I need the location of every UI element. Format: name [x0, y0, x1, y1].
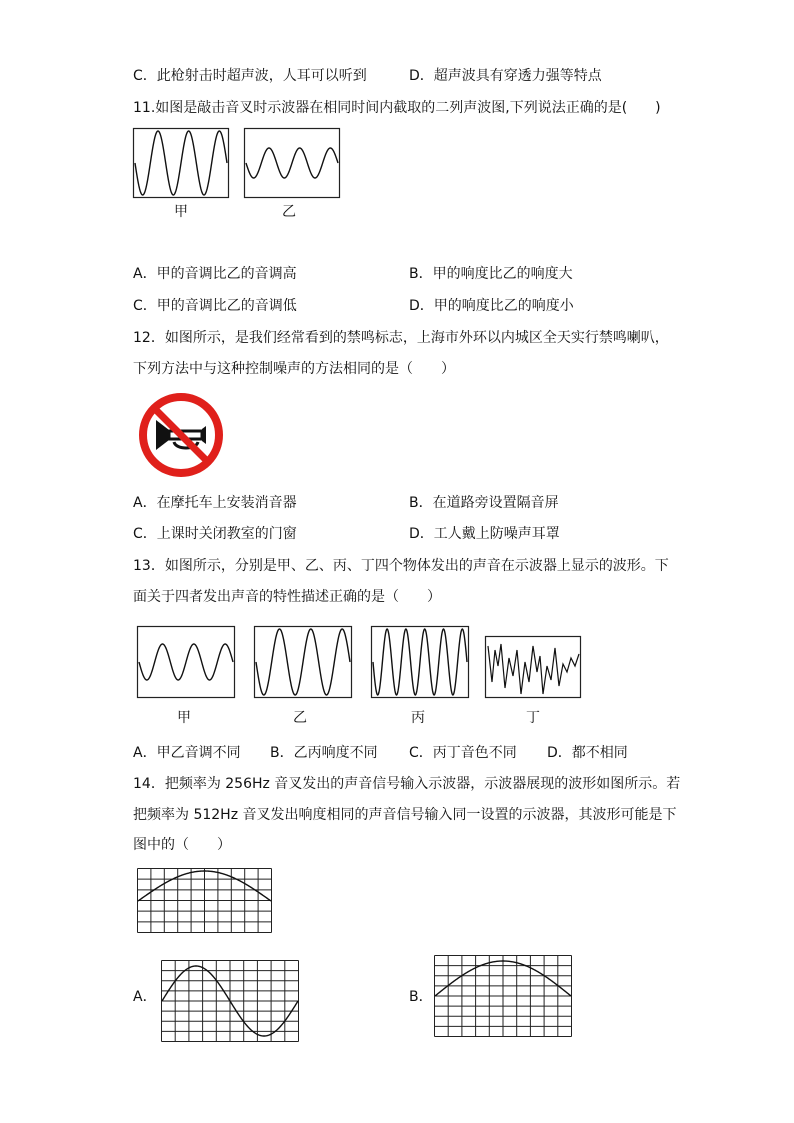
q14-option-b-waveform [434, 955, 572, 1037]
q14-option-a-waveform [161, 960, 299, 1042]
q11-option-c: C．甲的音调比乙的音调低 [133, 298, 297, 314]
q14-stem-line2: 把频率为 512Hz 音叉发出响度相同的声音信号输入同一设置的示波器，其波形可能是下 [133, 807, 677, 823]
q13-caption-ding: 丁 [526, 710, 540, 726]
q12-option-d: D．工人戴上防噪声耳罩 [409, 526, 560, 542]
q11-option-a: A．甲的音调比乙的音调高 [133, 266, 297, 282]
q12-option-a: A．在摩托车上安装消音器 [133, 495, 297, 511]
q12-option-c: C．上课时关闭教室的门窗 [133, 526, 297, 542]
q11-option-b: B．甲的响度比乙的响度大 [409, 266, 573, 282]
q12-stem-line2: 下列方法中与这种控制噪声的方法相同的是（ ） [133, 361, 455, 377]
q13-caption-yi: 乙 [293, 710, 307, 726]
q13-stem-line2: 面关于四者发出声音的特性描述正确的是（ ） [133, 589, 441, 605]
q13-option-d: D．都不相同 [547, 745, 628, 761]
q13-stem-line1: 13．如图所示，分别是甲、乙、丙、丁四个物体发出的声音在示波器上显示的波形。下 [133, 558, 669, 574]
q13-option-a: A．甲乙音调不同 [133, 745, 241, 761]
q13-waveform-bing [371, 626, 469, 698]
q14-reference-waveform [137, 868, 272, 933]
q10-option-c: C．此枪射击时超声波，人耳可以听到 [133, 68, 367, 84]
q13-waveform-yi [254, 626, 352, 698]
q13-waveform-jia [137, 626, 235, 698]
q13-waveform-ding [485, 636, 581, 698]
q14-option-b-label: B． [409, 989, 433, 1005]
q11-caption-jia: 甲 [174, 204, 188, 220]
q11-waveform-jia [133, 128, 229, 198]
q11-caption-yi: 乙 [282, 204, 296, 220]
q10-option-d: D．超声波具有穿透力强等特点 [409, 68, 602, 84]
q14-stem-line3: 图中的（ ） [133, 837, 231, 853]
no-honking-sign-icon [136, 390, 226, 480]
q11-stem: 11.如图是敲击音叉时示波器在相同时间内截取的二列声波图,下列说法正确的是( ) [133, 100, 661, 116]
q13-option-b: B．乙丙响度不同 [270, 745, 378, 761]
q13-caption-jia: 甲 [177, 710, 191, 726]
q14-stem-line1: 14．把频率为 256Hz 音叉发出的声音信号输入示波器，示波器展现的波形如图所示。若 [133, 776, 681, 792]
q14-option-a-label: A． [133, 989, 157, 1005]
q13-caption-bing: 丙 [411, 710, 425, 726]
q13-option-c: C．丙丁音色不同 [409, 745, 517, 761]
q11-waveform-yi [244, 128, 340, 198]
q12-stem-line1: 12．如图所示，是我们经常看到的禁鸣标志，上海市外环以内城区全天实行禁鸣喇叭， [133, 330, 669, 346]
q12-option-b: B．在道路旁设置隔音屏 [409, 495, 559, 511]
q11-option-d: D．甲的响度比乙的响度小 [409, 298, 574, 314]
